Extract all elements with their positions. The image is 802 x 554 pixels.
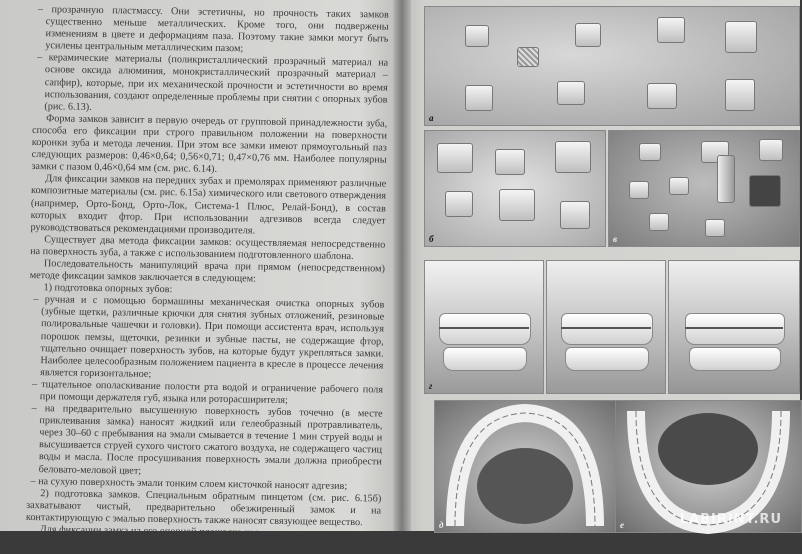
text-column [25,4,389,554]
paragraph: Для фиксации замков на передних зубах и премолярах применяют различные композитные материалы (см. рис. 6.15а) химического или светового отверждения (например, Орто-Бонд, Орто-Лок, Система-1 Плюс, Релай-Бонд), в состав которых входит фтор. При использовании адгезивов всегда следует руководствоваться рекомендациями производителя. [30,173,387,237]
archwire-image [439,327,529,329]
watermark-text: LABIRINT.RU [679,512,782,527]
paragraph: 1) подготовка опорных зубов: [43,282,173,296]
figure-label: е [620,520,624,530]
figure-label: д [439,520,444,530]
figure-label: г [429,381,433,391]
paragraph: – ручная и с помощью бормашины механическая очистка опорных зубов (зубные щетки, различные крючки для снятия зубных отложений, резиновые полировальные чашечки и головки). При помощи ассистента врач, используя порошок пемзы, щеточки, резинки и зубные пасты, не содержащие фтор, тщательно очищает поверхность зубов, на которые будут укрепляться замки. Наиболее целесообразным положением пациента в кресле в процессе лечения является горизонтальное; [33,294,385,380]
archwire-image [685,327,783,329]
paragraph: – на предварительно высушенную поверхность зубов точечно (в месте приклеивания замка) наносят жидкий или гелеобразный протравливатель, через 30–60 с пребывания на эмали смывается в течение 1 мин струей воды и высушивается струей сухого чистого сжатого воздуха, не содержащего частиц воды и масла. После просушивания поверхность эмали должна приобрести беловато-меловой цвет; [31,403,383,477]
dental-arch-illustration [435,401,615,532]
paragraph: Существует два метода фиксации замков: осуществляемая непосредственно на поверхность зуба, а также с использованием подготовленного шаблона. [30,233,386,262]
bracket-image [575,23,601,47]
bracket-image [649,213,669,231]
bracket-image [445,191,473,217]
bracket-image [629,181,649,199]
bracket-image [725,21,757,53]
bracket-image [560,201,590,229]
bracket-image [465,85,493,111]
archwire-image [561,327,651,329]
paragraph: Для фиксации замка на его опорной площадке кроме ретенционных пунктов в виде бороздок или канавок может быть выполнено [25,524,381,551]
bracket-mesh-image [517,47,539,67]
paragraph: Последовательность манипуляций врача при прямом (непосредственном) методе фиксации замков заключается в следующем: [29,258,385,285]
teeth-image [443,347,527,371]
paragraph: 2) подготовка замков. Специальным обратным пинцетом (см. рис. 6.15б) захватывают чистый, предварительно обезжиренный замок и на контактирующую с эмалью поверхность также наносят связующее вещество. [25,487,382,529]
teeth-image [689,347,781,371]
bracket-image [669,177,689,195]
book-gutter [393,0,411,531]
bracket-image [705,219,725,237]
teeth-image [685,313,785,345]
bracket-image [465,25,489,47]
photo-brackets-b [424,130,606,247]
teeth-image [439,313,531,345]
photo-dental-model-2 [546,260,666,394]
photo-brackets-a [424,6,800,126]
figure-label: а [429,113,434,123]
teeth-image [565,347,649,371]
right-page [410,0,800,531]
bracket-image [639,143,661,161]
paragraph: – тщательное ополаскивание полости рта водой и ограничение рабочего поля при помощи держателя губ, языка или роторасширителя; [31,378,384,407]
photo-dental-model-3 [668,260,800,394]
figure-label: в [613,234,618,244]
figure-label: б [429,234,434,244]
bracket-image [717,155,735,203]
bracket-image [437,143,473,173]
photo-brackets-v [608,130,800,247]
bracket-image [499,189,535,221]
paragraph: – керамические материалы (поликристаллический прозрачный материал на основе оксида алюминия, монокристаллический прозрачный материал – сапфир), которые, при их механической прочности и эстетичности во время использования, создают определенные проблемы при снятии с опорных зубов (рис. 6.13). [37,52,389,113]
bracket-image [557,81,585,105]
bracket-image [495,149,525,175]
bracket-image [647,83,677,109]
paragraph: – прозрачную пластмассу. Они эстетичны, но прочность таких замков существенно меньше металлических. Кроме того, они подвержены изменениям в цвете и деформациям паза. Поэтому такие замки могут быть усилены центральным металлическим пазом; [37,4,389,55]
photo-upper-arch [434,400,616,533]
bracket-image [749,175,781,207]
bracket-image [657,17,685,43]
photo-dental-model-1 [424,260,544,394]
left-page [0,0,395,551]
paragraph: Форма замков зависит в первую очередь от групповой принадлежности зуба, способа его фиксации при строго правильном положении на поверхности коронки зуба и метода лечения. При этом все замки имеют прямоугольный паз следующих размеров: 0,46×0,64; 0,56×0,71; 0,47×0,76 мм. Наиболее популярны замки с пазом 0,46×0,64 мм (см. рис. 6.14). [31,113,388,176]
bracket-image [555,141,591,173]
bracket-image [725,79,755,111]
paragraph: – на сухую поверхность эмали тонким слоем кисточкой наносят адгезив; [30,475,348,492]
teeth-image [561,313,653,345]
bracket-image [759,139,783,161]
